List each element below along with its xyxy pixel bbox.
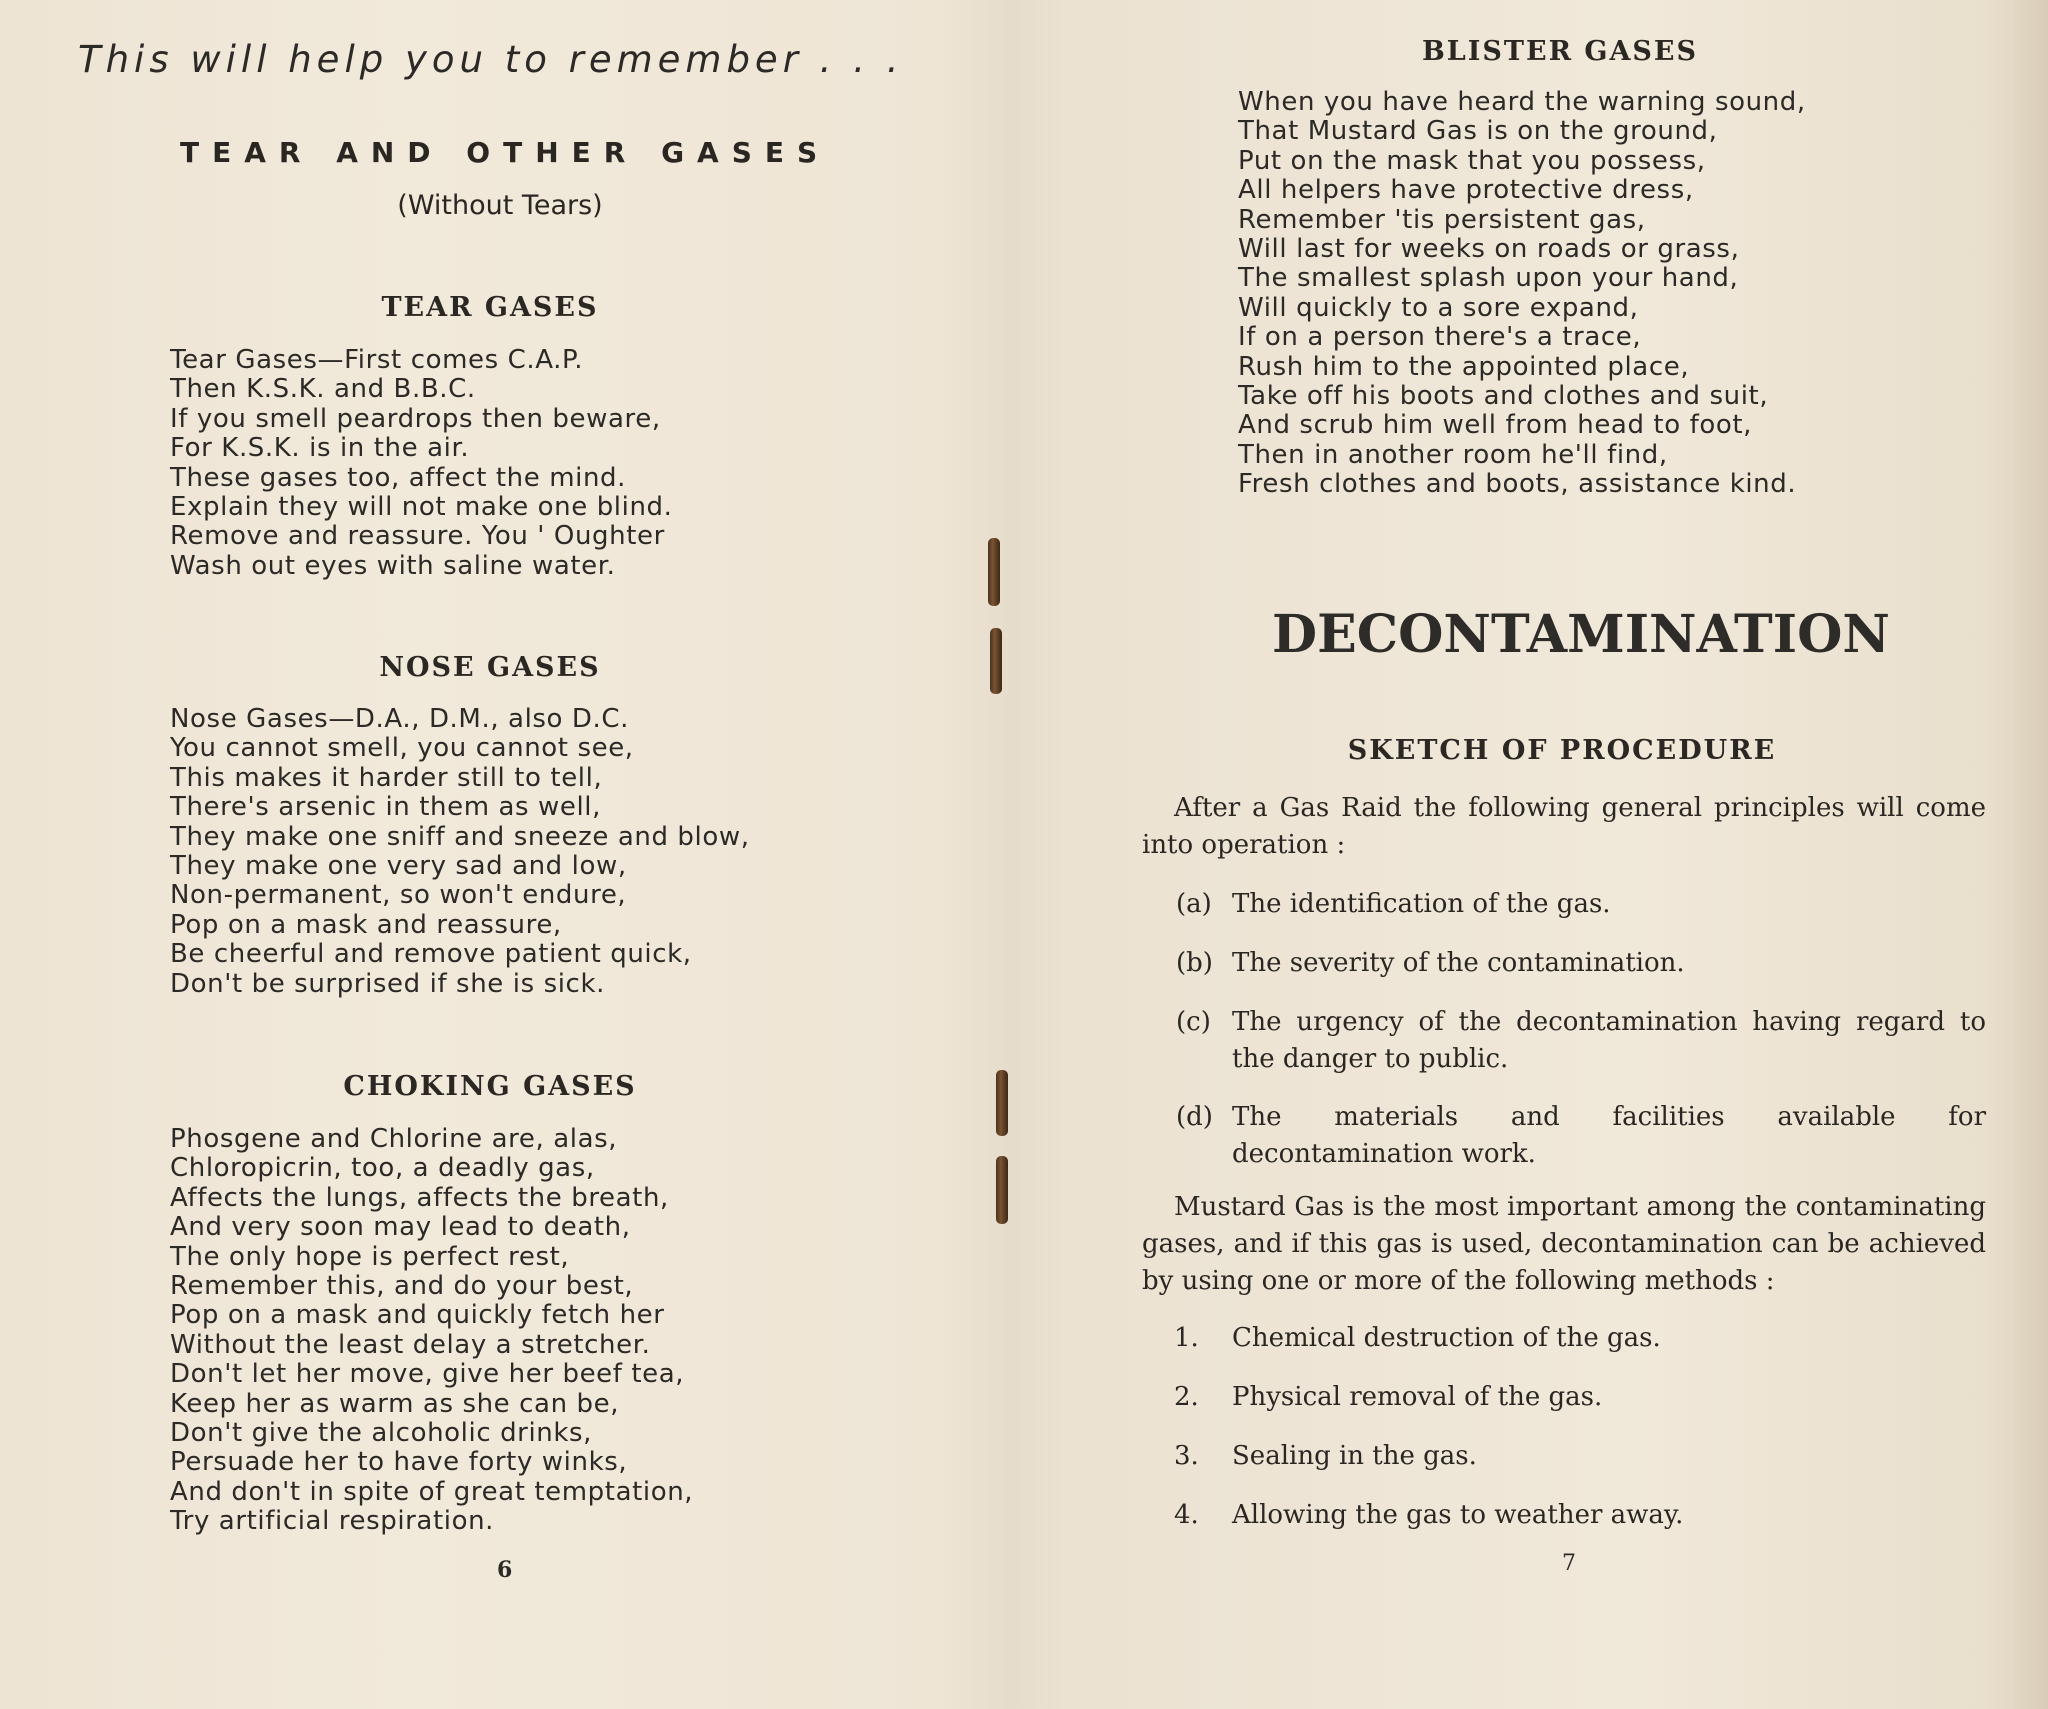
poem-line: The only hope is perfect rest, — [170, 1241, 570, 1272]
item-text: Allowing the gas to weather away. — [1232, 1500, 1684, 1530]
poem-line: Explain they will not make one blind. — [170, 492, 673, 523]
poem-line: There's arsenic in them as well, — [170, 792, 601, 823]
poem-line: Pop on a mask and quickly fetch her — [170, 1300, 665, 1331]
method-item — [1174, 1497, 1984, 1534]
staple — [990, 628, 1002, 694]
item-text: The materials and facilities available for decontamination work. — [1232, 1102, 1986, 1169]
staple — [996, 1156, 1008, 1224]
poem-line: Without the least delay a stretcher. — [170, 1329, 651, 1360]
item-text: The identification of the gas. — [1232, 889, 1611, 919]
poem-line: They make one very sad and low, — [170, 851, 627, 882]
procedure-intro: After a Gas Raid the following general principles will come into operation : — [1142, 793, 1986, 860]
principle-item — [1176, 1004, 1986, 1078]
choking-gases-poem — [170, 1125, 693, 1537]
method-item — [1174, 1438, 1984, 1475]
item-text: The urgency of the decontamination having regard to the danger to public. — [1232, 1007, 1986, 1074]
poem-line: And very soon may lead to death, — [170, 1212, 631, 1243]
item-label: (c) — [1176, 1007, 1211, 1037]
intro-heading: This will help you to remember . . . — [78, 38, 904, 81]
poem-line: Be cheerful and remove patient quick, — [170, 939, 692, 970]
item-text: Chemical destruction of the gas. — [1232, 1323, 1661, 1353]
item-label: (d) — [1176, 1102, 1213, 1132]
poem-line: Don't let her move, give her beef tea, — [170, 1359, 685, 1390]
poem-line: Remember 'tis persistent gas, — [1238, 204, 1646, 235]
poem-line: And don't in spite of great temptation, — [170, 1476, 694, 1507]
poem-line: Then in another room he'll find, — [1238, 439, 1668, 470]
principle-item — [1176, 945, 1986, 982]
poem-line: And scrub him well from head to foot, — [1238, 410, 1753, 441]
poem-line: Take off his boots and clothes and suit, — [1238, 381, 1769, 412]
page-subtitle: (Without Tears) — [397, 190, 603, 221]
poem-line: All helpers have protective dress, — [1238, 175, 1694, 206]
poem-line: Chloropicrin, too, a deadly gas, — [170, 1153, 595, 1184]
poem-line: Phosgene and Chlorine are, alas, — [170, 1124, 618, 1154]
tear-gases-heading: TEAR GASES — [381, 292, 599, 323]
poem-line: If on a person there's a trace, — [1238, 322, 1642, 353]
poem-line: This makes it harder still to tell, — [170, 762, 603, 793]
principle-item — [1176, 886, 1986, 923]
poem-line: When you have heard the warning sound, — [1238, 87, 1806, 117]
item-text: The severity of the contamination. — [1232, 948, 1685, 978]
poem-line: Nose Gases—D.A., D.M., also D.C. — [170, 704, 630, 734]
poem-line: Non-permanent, so won't endure, — [170, 880, 627, 911]
choking-gases-heading: CHOKING GASES — [343, 1071, 637, 1102]
poem-line: Don't be surprised if she is sick. — [170, 968, 605, 999]
blister-gases-poem — [1238, 88, 1806, 500]
poem-line: Will quickly to a sore expand, — [1238, 292, 1639, 323]
blister-gases-heading: BLISTER GASES — [1421, 36, 1699, 67]
principle-item — [1176, 1099, 1986, 1173]
mustard-gas-paragraph: Mustard Gas is the most important among the contaminating gases, and if this gas is used, decontamination can be achieved by using one or more of the following methods : — [1142, 1192, 1986, 1296]
method-item — [1174, 1379, 1984, 1416]
nose-gases-heading: NOSE GASES — [379, 652, 601, 683]
poem-line: Put on the mask that you possess, — [1238, 145, 1706, 176]
decontamination-title: DECONTAMINATION — [1272, 604, 1890, 665]
page-number: 7 — [1562, 1551, 1576, 1576]
left-page — [0, 0, 990, 1709]
poem-line: You cannot smell, you cannot see, — [170, 733, 634, 764]
poem-line: Remove and reassure. You ' Oughter — [170, 521, 665, 552]
poem-line: Remember this, and do your best, — [170, 1271, 634, 1302]
item-label: 1. — [1174, 1323, 1199, 1353]
poem-line: Keep her as warm as she can be, — [170, 1388, 620, 1419]
poem-line: Rush him to the appointed place, — [1238, 351, 1690, 382]
poem-line: That Mustard Gas is on the ground, — [1238, 116, 1718, 147]
item-text: Sealing in the gas. — [1232, 1441, 1477, 1471]
item-label: 3. — [1174, 1441, 1199, 1471]
nose-gases-poem — [170, 705, 750, 999]
poem-line: These gases too, affect the mind. — [170, 462, 627, 493]
tear-gases-poem — [170, 346, 673, 581]
poem-line: Try artificial respiration. — [170, 1506, 495, 1537]
procedure-heading: SKETCH OF PROCEDURE — [1347, 735, 1777, 766]
item-label: (b) — [1176, 948, 1213, 978]
poem-line: For K.S.K. is in the air. — [170, 433, 470, 464]
poem-line: Fresh clothes and boots, assistance kind. — [1238, 469, 1797, 500]
poem-line: Then K.S.K. and B.B.C. — [170, 374, 476, 405]
poem-line: Wash out eyes with saline water. — [170, 550, 616, 581]
poem-line: They make one sniff and sneeze and blow, — [170, 821, 750, 852]
method-item — [1174, 1320, 1984, 1357]
poem-line: Don't give the alcoholic drinks, — [170, 1418, 593, 1449]
poem-line: If you smell peardrops then beware, — [170, 403, 661, 434]
page-number: 6 — [497, 1557, 513, 1583]
item-label: 2. — [1174, 1382, 1199, 1412]
item-text: Physical removal of the gas. — [1232, 1382, 1603, 1412]
staple — [996, 1070, 1008, 1136]
poem-line: Will last for weeks on roads or grass, — [1238, 234, 1740, 265]
page-title: TEAR AND OTHER GASES — [180, 136, 831, 169]
poem-line: Persuade her to have forty winks, — [170, 1447, 628, 1478]
item-label: (a) — [1176, 889, 1212, 919]
poem-line: Pop on a mask and reassure, — [170, 909, 562, 940]
poem-line: Affects the lungs, affects the breath, — [170, 1182, 669, 1213]
poem-line: Tear Gases—First comes C.A.P. — [170, 345, 584, 375]
item-label: 4. — [1174, 1500, 1199, 1530]
poem-line: The smallest splash upon your hand, — [1238, 263, 1739, 294]
